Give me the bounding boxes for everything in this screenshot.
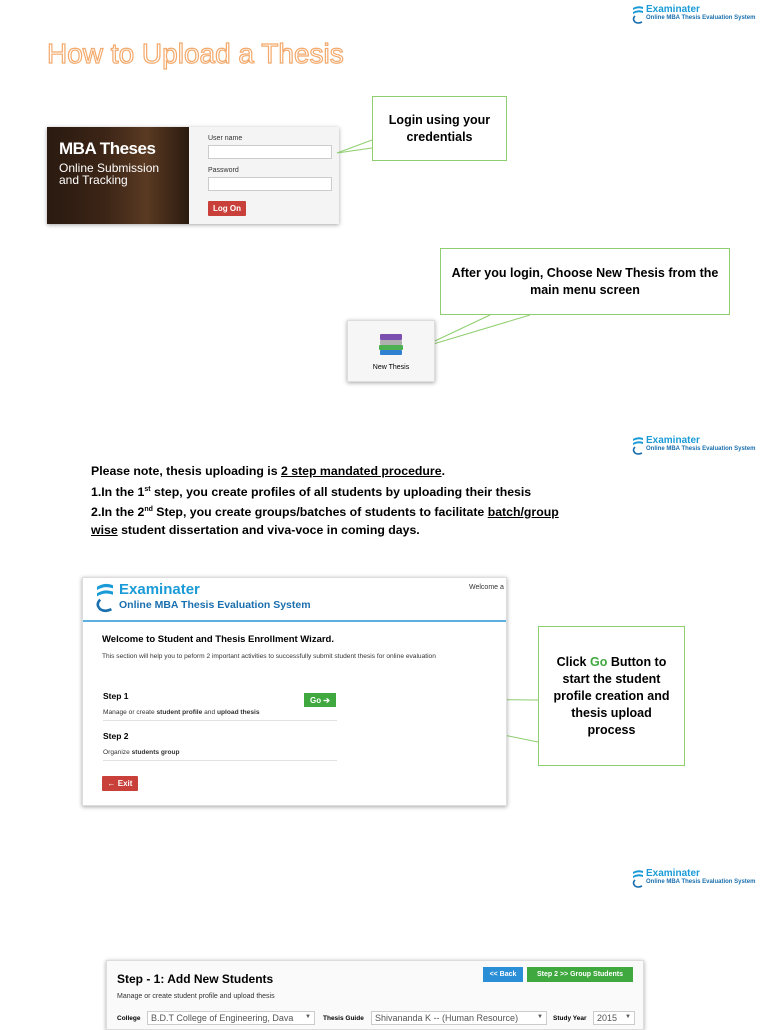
brand-name: Examinater bbox=[646, 4, 700, 15]
step1-pre: Manage or create bbox=[103, 709, 157, 716]
note-line3-a: 2.In the 2 bbox=[91, 505, 145, 520]
password-label: Password bbox=[208, 167, 239, 174]
banner-subtitle-1: Online Submission bbox=[59, 161, 160, 175]
callout-login: Login using your credentials bbox=[372, 96, 507, 161]
college-label: College bbox=[117, 1015, 141, 1022]
chevron-down-icon: ▼ bbox=[305, 1014, 311, 1020]
college-select[interactable] bbox=[147, 1011, 315, 1025]
note-line3-sup: nd bbox=[144, 506, 153, 514]
thesis-guide-label: Thesis Guide bbox=[323, 1015, 364, 1022]
brand-subtitle: Online MBA Thesis Evaluation System bbox=[646, 15, 756, 21]
step1-panel-title: Step - 1: Add New Students bbox=[117, 972, 274, 986]
note-line1-pre: Please note, thesis uploading is bbox=[91, 464, 281, 478]
go-button[interactable]: Go ➔ bbox=[304, 693, 336, 707]
step1-mid: and bbox=[202, 709, 217, 716]
step1-panel-subtitle: Manage or create student profile and upload thesis bbox=[117, 993, 275, 1000]
page-title: How to Upload a Thesis bbox=[47, 38, 344, 69]
callout-go-post: Button to start the student profile creation and thesis upload process bbox=[553, 654, 670, 737]
step1-panel bbox=[106, 960, 644, 1030]
callout-go-word: Go bbox=[589, 654, 608, 669]
note-line2-b: step, you create profiles of all students by uploading their thesis bbox=[150, 484, 532, 499]
note-wise-link: wise bbox=[91, 522, 118, 537]
wizard-brand-subtitle: Online MBA Thesis Evaluation System bbox=[119, 599, 311, 611]
chevron-down-icon: ▼ bbox=[537, 1014, 543, 1020]
callout-go bbox=[538, 626, 685, 766]
note-batch-link: batch/group bbox=[487, 505, 559, 520]
chevron-down-icon: ▼ bbox=[625, 1014, 631, 1020]
step2-pre: Organize bbox=[103, 749, 132, 756]
note-mandated-link: 2 step mandated procedure bbox=[280, 464, 442, 478]
step1-student-profile: student profile bbox=[156, 709, 203, 716]
callout-go-pre: Click bbox=[556, 654, 590, 669]
wizard-brand-name: Examinater bbox=[119, 581, 200, 598]
brand-subtitle: Online MBA Thesis Evaluation System bbox=[646, 446, 756, 452]
books-stack-icon bbox=[377, 331, 405, 359]
step2-description bbox=[103, 749, 180, 756]
note-line2-sup: st bbox=[144, 485, 151, 493]
note-line1-post: . bbox=[441, 464, 445, 478]
log-on-button[interactable]: Log On bbox=[208, 201, 246, 216]
study-year-label: Study Year bbox=[553, 1015, 587, 1022]
guide-value: Shivananda K -- (Human Resource) bbox=[375, 1013, 519, 1023]
step1-description bbox=[103, 709, 259, 716]
wizard-heading: Welcome to Student and Thesis Enrollment Wizard. bbox=[102, 634, 334, 645]
banner-subtitle-2: and Tracking bbox=[59, 173, 128, 187]
brand-name: Examinater bbox=[646, 868, 700, 879]
step1-rule bbox=[103, 720, 337, 721]
new-thesis-tile[interactable] bbox=[347, 320, 435, 382]
step2-group-students-button[interactable]: Step 2 >> Group Students bbox=[527, 967, 633, 982]
step1-title: Step 1 bbox=[103, 691, 129, 701]
step2-students-group: students group bbox=[131, 749, 180, 756]
thesis-guide-select[interactable] bbox=[371, 1011, 547, 1025]
study-year-select[interactable] bbox=[593, 1011, 635, 1025]
wizard-panel bbox=[82, 577, 507, 806]
welcome-user: Welcome a bbox=[469, 584, 504, 591]
wizard-divider bbox=[83, 620, 506, 622]
note-line2-a: 1.In the 1 bbox=[91, 484, 145, 499]
username-label: User name bbox=[208, 135, 243, 142]
banner-title: MBA Theses bbox=[59, 139, 156, 158]
exit-button[interactable]: ← Exit bbox=[102, 776, 138, 791]
brand-subtitle: Online MBA Thesis Evaluation System bbox=[646, 879, 756, 885]
step1-upload-thesis: upload thesis bbox=[216, 709, 260, 716]
wizard-description: This section will help you to peform 2 important activities to successfully submit student thesis for online evaluation bbox=[102, 653, 436, 660]
examinater-logo-icon bbox=[95, 582, 115, 614]
wizard-brand bbox=[95, 582, 311, 614]
step2-rule bbox=[103, 760, 337, 761]
note-line4-post: student dissertation and viva-voce in coming days. bbox=[117, 522, 420, 537]
note-line3-b: Step, you create groups/batches of students to facilitate bbox=[152, 505, 488, 520]
back-button[interactable]: << Back bbox=[483, 967, 523, 982]
brand-name: Examinater bbox=[646, 435, 700, 446]
note-paragraph bbox=[91, 463, 651, 539]
callout-new-thesis: After you login, Choose New Thesis from the main menu screen bbox=[440, 248, 730, 315]
year-value: 2015 bbox=[597, 1013, 618, 1023]
step2-title: Step 2 bbox=[103, 731, 129, 741]
college-value: B.D.T College of Engineering, Dava bbox=[151, 1013, 294, 1023]
new-thesis-label: New Thesis bbox=[372, 364, 410, 371]
